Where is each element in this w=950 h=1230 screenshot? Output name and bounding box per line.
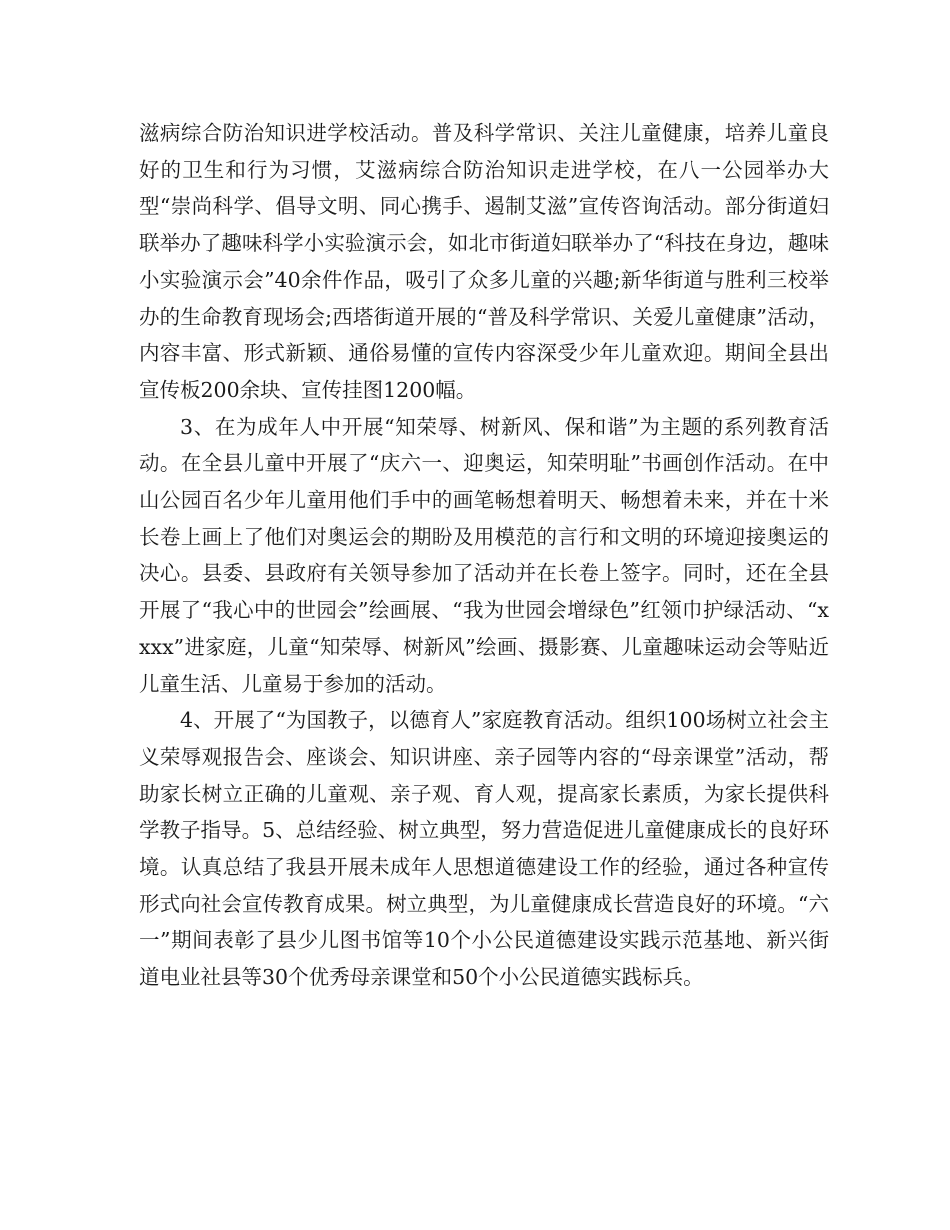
document-body bbox=[139, 115, 829, 996]
paragraph-item-3: 3、在为成年人中开展“知荣辱、树新风、保和谐”为主题的系列教育活动。在全县儿童中开展了“庆六一、迎奥运，知荣明耻”书画创作活动。在中山公园百名少年儿童用他们手中的画笔畅想着明天、畅想着未来，并在十米长卷上画上了他们对奥运会的期盼及用模范的言行和文明的环境迎接奥运的决心。县委、县政府有关领导参加了活动并在长卷上签字。同时，还在全县开展了“我心中的世园会”绘画展、“我为世园会增绿色”红领巾护绿活动、“xxxx”进家庭，儿童“知荣辱、树新风”绘画、摄影赛、儿童趣味运动会等贴近儿童生活、儿童易于参加的活动。 bbox=[139, 414, 829, 696]
paragraph-continuation: 滋病综合防治知识进学校活动。普及科学常识、关注儿童健康，培养儿童良好的卫生和行为习惯，艾滋病综合防治知识走进学校，在八一公园举办大型“崇尚科学、倡导文明、同心携手、遏制艾滋”宣传咨询活动。部分街道妇联举办了趣味科学小实验演示会，如北市街道妇联举办了“科技在身边，趣味小实验演示会”40余件作品，吸引了众多儿童的兴趣;新华街道与胜利三校举办的生命教育现场会;西塔街道开展的“普及科学常识、关爱儿童健康”活动，内容丰富、形式新颖、通俗易懂的宣传内容深受少年儿童欢迎。期间全县出宣传板200余块、宣传挂图1200幅。 bbox=[139, 121, 829, 402]
paragraph-item-4: 4、开展了“为国教子，以德育人”家庭教育活动。组织100场树立社会主义荣辱观报告会、座谈会、知识讲座、亲子园等内容的“母亲课堂”活动，帮助家长树立正确的儿童观、亲子观、育人观，提高家长素质，为家长提供科学教子指导。5、总结经验、树立典型，努力营造促进儿童健康成长的良好环境。认真总结了我县开展未成年人思想道德建设工作的经验，通过各种宣传形式向社会宣传教育成果。树立典型，为儿童健康成长营造良好的环境。“六一”期间表彰了县少儿图书馆等10个小公民道德建设实践示范基地、新兴街道电业社县等30个优秀母亲课堂和50个小公民道德实践标兵。 bbox=[139, 708, 829, 990]
